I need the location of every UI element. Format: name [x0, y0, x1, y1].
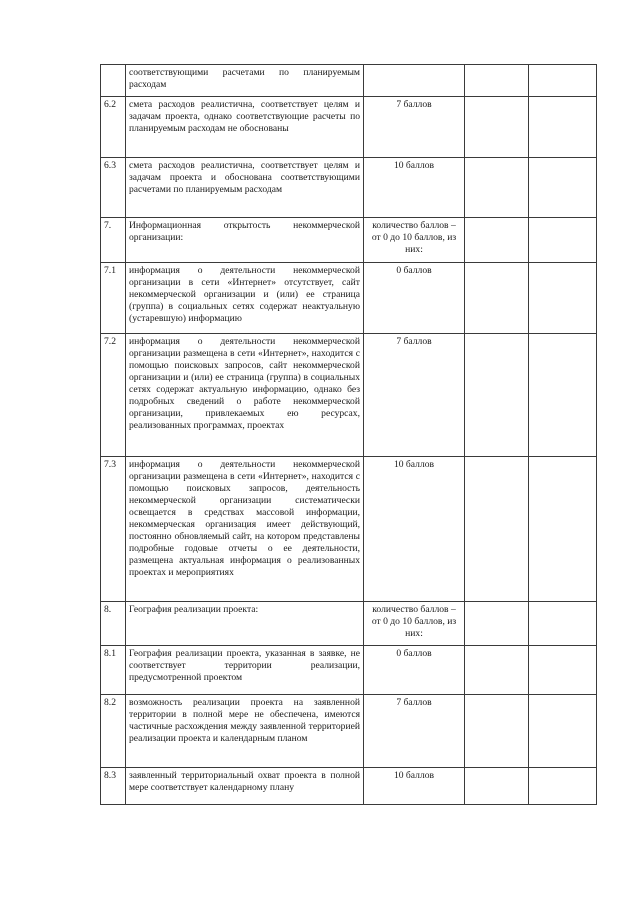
- empty-cell: [465, 218, 529, 263]
- criterion-text: заявленный территориальный охват проекта в полной мере соответствует календарному плану: [126, 768, 364, 805]
- empty-cell: [529, 263, 597, 334]
- empty-cell: [529, 695, 597, 768]
- empty-cell: [529, 646, 597, 695]
- row-number: 6.2: [101, 97, 126, 158]
- table-row: [101, 457, 597, 602]
- criterion-text: География реализации проекта, указанная в заявке, не соответствует территории реализации, предусмотренной проектом: [126, 646, 364, 695]
- empty-cell: [465, 646, 529, 695]
- empty-cell: [465, 602, 529, 646]
- empty-cell: [529, 218, 597, 263]
- table-row: [101, 263, 597, 334]
- score-cell: 7 баллов: [364, 695, 465, 768]
- empty-cell: [529, 334, 597, 457]
- table-row: [101, 218, 597, 263]
- row-number: 8.3: [101, 768, 126, 805]
- score-cell: 10 баллов: [364, 158, 465, 218]
- score-cell: 10 баллов: [364, 457, 465, 602]
- score-cell: 7 баллов: [364, 97, 465, 158]
- empty-cell: [465, 334, 529, 457]
- row-number: 7.2: [101, 334, 126, 457]
- score-cell: [364, 65, 465, 97]
- criterion-text: возможность реализации проекта на заявленной территории в полной мере не обеспечена, имеются частичные расхождения между заявленной территорией реализации проекта и календарным планом: [126, 695, 364, 768]
- row-number: 8.2: [101, 695, 126, 768]
- row-number: 8.: [101, 602, 126, 646]
- row-number: 6.3: [101, 158, 126, 218]
- row-number: [101, 65, 126, 97]
- table-row: [101, 768, 597, 805]
- score-cell: 0 баллов: [364, 646, 465, 695]
- table-row: [101, 97, 597, 158]
- empty-cell: [465, 97, 529, 158]
- row-number: 7.3: [101, 457, 126, 602]
- criterion-text: информация о деятельности некоммерческой организации размещена в сети «Интернет», находится с помощью поисковых запросов, деятельность некоммерческой организации систематически освещается в средствах массовой информации, некоммерческая организация имеет действующий, постоянно обновляемый сайт, на котором представлены подробные годовые отчеты о ее деятельности, размещена актуальная информация о реализованных проектах и мероприятиях: [126, 457, 364, 602]
- criterion-text: смета расходов реалистична, соответствует целям и задачам проекта, однако соответствующие расчеты по планируемым расходам не обоснованы: [126, 97, 364, 158]
- criteria-table: [100, 64, 597, 805]
- table-row: [101, 602, 597, 646]
- empty-cell: [465, 263, 529, 334]
- empty-cell: [529, 602, 597, 646]
- empty-cell: [465, 158, 529, 218]
- criterion-text: География реализации проекта:: [126, 602, 364, 646]
- empty-cell: [465, 65, 529, 97]
- empty-cell: [465, 768, 529, 805]
- criterion-text: информация о деятельности некоммерческой организации размещена в сети «Интернет», находится с помощью поисковых запросов, сайт некоммерческой организации и (или) ее страница (группа) в социальных сетях содержат актуальную информацию, однако без подробных сведений о работе некоммерческой организации, привлекаемых ею ресурсах, реализованных программах, проектах: [126, 334, 364, 457]
- criterion-text: соответствующими расчетами по планируемым расходам: [126, 65, 364, 97]
- score-cell: количество баллов – от 0 до 10 баллов, из них:: [364, 602, 465, 646]
- table-row: [101, 646, 597, 695]
- table-row: [101, 695, 597, 768]
- table-row: [101, 334, 597, 457]
- criterion-text: смета расходов реалистична, соответствует целям и задачам проекта и обоснована соответствующими расчетами по планируемым расходам: [126, 158, 364, 218]
- empty-cell: [529, 97, 597, 158]
- empty-cell: [529, 158, 597, 218]
- row-number: 7.: [101, 218, 126, 263]
- score-cell: 0 баллов: [364, 263, 465, 334]
- empty-cell: [529, 65, 597, 97]
- row-number: 7.1: [101, 263, 126, 334]
- empty-cell: [465, 695, 529, 768]
- empty-cell: [465, 457, 529, 602]
- table-row: [101, 65, 597, 97]
- score-cell: 7 баллов: [364, 334, 465, 457]
- row-number: 8.1: [101, 646, 126, 695]
- criterion-text: информация о деятельности некоммерческой организации в сети «Интернет» отсутствует, сайт некоммерческой организации и (или) ее страница (группа) в социальных сетях содержат неактуальную (устаревшую) информацию: [126, 263, 364, 334]
- empty-cell: [529, 768, 597, 805]
- score-cell: 10 баллов: [364, 768, 465, 805]
- score-cell: количество баллов – от 0 до 10 баллов, из них:: [364, 218, 465, 263]
- table-row: [101, 158, 597, 218]
- empty-cell: [529, 457, 597, 602]
- criterion-text: Информационная открытость некоммерческой организации:: [126, 218, 364, 263]
